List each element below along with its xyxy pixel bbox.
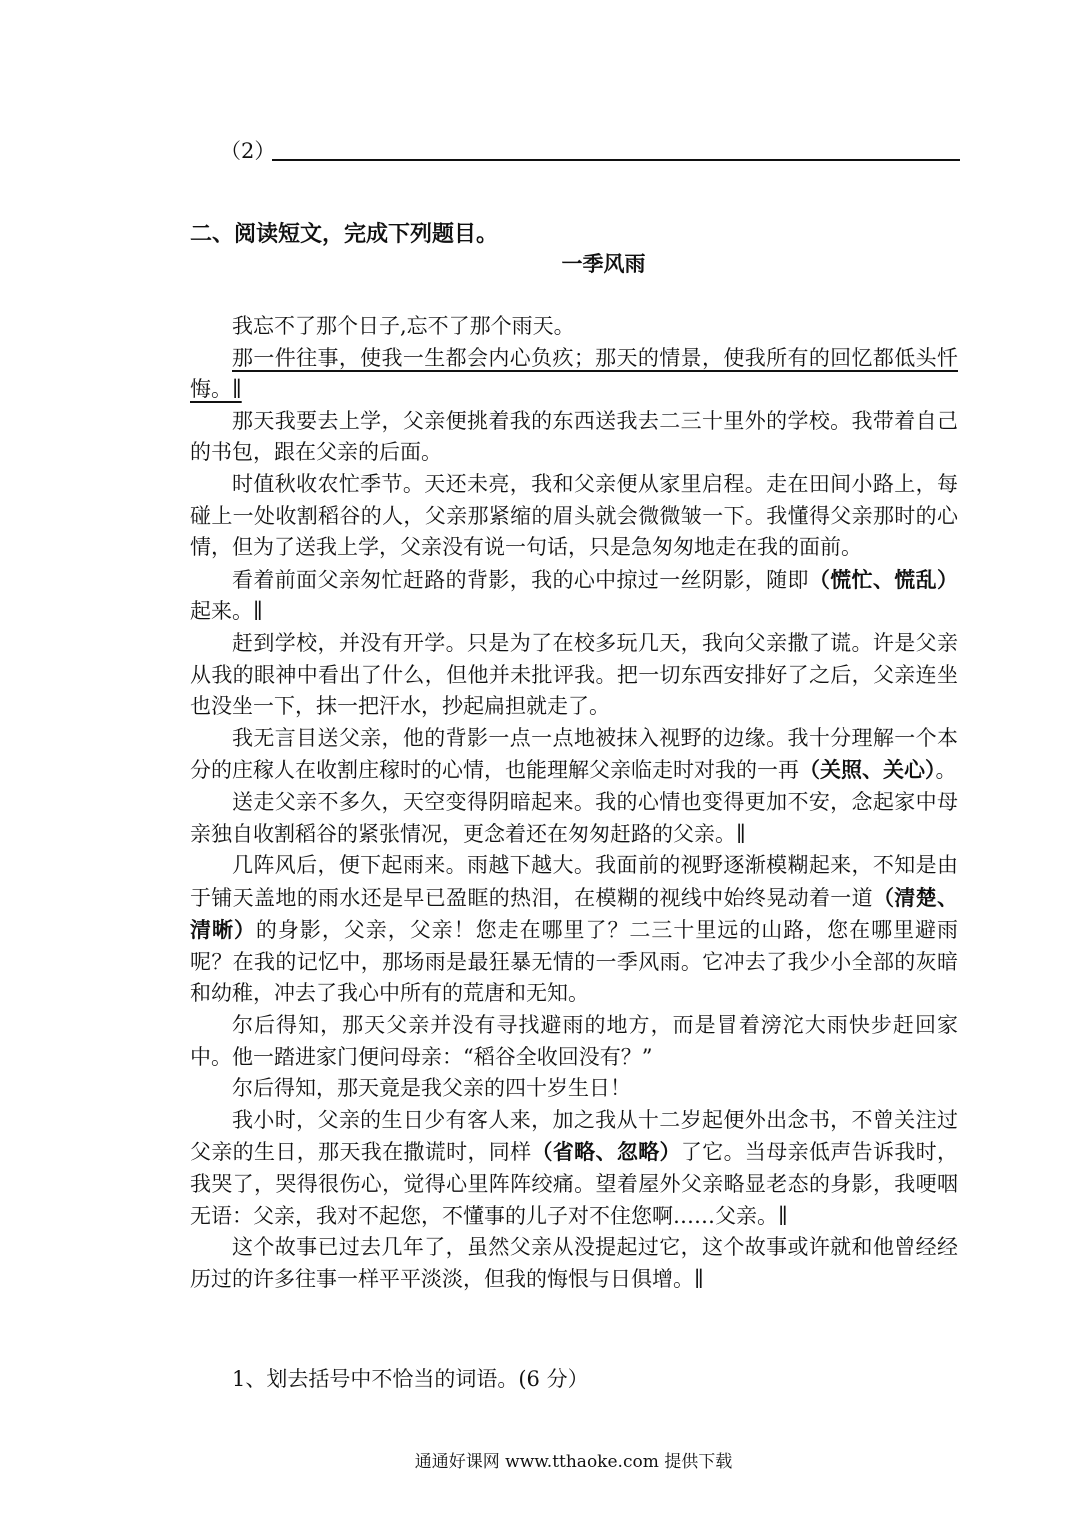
- text: 。: [935, 758, 957, 783]
- text: 起来。∥: [190, 599, 263, 624]
- paragraph: 送走父亲不多久，天空变得阴暗起来。我的心情也变得更加不安，念起家中母亲独自收割稻谷的紧张情况，更念着还在匆匆赶路的父亲。∥: [190, 789, 958, 846]
- word-choice: （慌忙、慌乱）: [808, 566, 959, 592]
- paragraph: [190, 723, 958, 787]
- answer-line: [220, 131, 960, 171]
- word-choice: （关照、关心）: [799, 757, 936, 783]
- paragraph: [190, 850, 958, 1010]
- paragraph: 尔后得知，那天父亲并没有寻找避雨的地方，而是冒着滂沱大雨快步赶回家中。他一踏进家门便问母亲：“稻谷全收回没有？”: [190, 1013, 958, 1069]
- passage-body: [190, 311, 958, 1295]
- paragraph-underlined: 那一件往事，使我一生都会内心负疚；那天的情景，使我所有的回忆都低头忏悔。∥: [190, 345, 958, 402]
- text: 的身影，父亲，父亲！您走在哪里了？二三十里远的山路，您在哪里避雨呢？在我的记忆中，那场雨是最狂暴无情的一季风雨。它冲去了我少小全部的灰暗和幼稚，冲去了我心中所有的荒唐和无知。: [190, 918, 959, 1006]
- text: 看着前面父亲匆忙赶路的背影，我的心中掠过一丝阴影，随即: [232, 567, 809, 592]
- paragraph: 这个故事已过去几年了，虽然父亲从没提起过它，这个故事或许就和他曾经经历过的许多往事一样平平淡淡，但我的悔恨与日俱增。∥: [190, 1235, 958, 1291]
- paragraph: 我忘不了那个日子,忘不了那个雨天。: [232, 314, 575, 338]
- word-choice: （清楚、清晰）: [190, 884, 958, 943]
- page-footer: 通通好课网 www.tthaoke.com 提供下载: [414, 1452, 733, 1472]
- paragraph: 那天我要去上学，父亲便挑着我的东西送我去二三十里外的学校。我带着自己的书包，跟在父亲的后面。: [190, 408, 958, 465]
- answer-number: （2）: [220, 139, 276, 163]
- text: 几阵风后，便下起雨来。雨越下越大。我面前的视野逐渐模糊起来，不知是由于铺天盖地的雨水还是早已盈眶的热泪，在模糊的视线中始终晃动着一道: [190, 853, 958, 910]
- section-heading: 二、阅读短文，完成下列题目。: [190, 221, 499, 247]
- passage-title: 一季风雨: [561, 251, 646, 276]
- text: 我小时，父亲的生日少有客人来，加之我从十二岁起便外出念书，不曾关注过父亲的生日，那天我在撒谎时，同样: [190, 1107, 958, 1165]
- paragraph: [190, 564, 958, 628]
- paragraph: 尔后得知，那天竟是我父亲的四十岁生日！: [232, 1076, 631, 1101]
- paragraph: 时值秋收农忙季节。天还未亮，我和父亲便从家里启程。走在田间小路上，每碰上一处收割稻谷的人，父亲那紧缩的眉头就会微微皱一下。我懂得父亲那时的心情，但为了送我上学，父亲没有说一句话，只是急匆匆地走在我的面前。: [190, 471, 958, 560]
- paragraph: [190, 1105, 958, 1232]
- text: 我无言目送父亲，他的背影一点一点地被抹入视野的边缘。我十分理解一个本分的庄稼人在收割庄稼时的心情，也能理解父亲临走时对我的一再: [190, 725, 958, 783]
- question-1: 1、划去括号中不恰当的词语。(6 分）: [232, 1367, 589, 1391]
- word-choice: （省略、忽略）: [531, 1139, 681, 1165]
- text: 了它。当母亲低声告诉我时，我哭了，哭得很伤心，觉得心里阵阵绞痛。望着屋外父亲略显老态的身影，我哽咽无语：父亲，我对不起您，不懂事的儿子对不住您啊……父亲。∥: [190, 1140, 959, 1228]
- paragraph: 赶到学校，并没有开学。只是为了在校多玩几天，我向父亲撒了谎。许是父亲从我的眼神中看出了什么，但他并未批评我。把一切东西安排好了之后，父亲连坐也没坐一下，抹一把汗水，抄起扁担就走了。: [190, 630, 958, 719]
- answer-blank-line: [272, 159, 960, 161]
